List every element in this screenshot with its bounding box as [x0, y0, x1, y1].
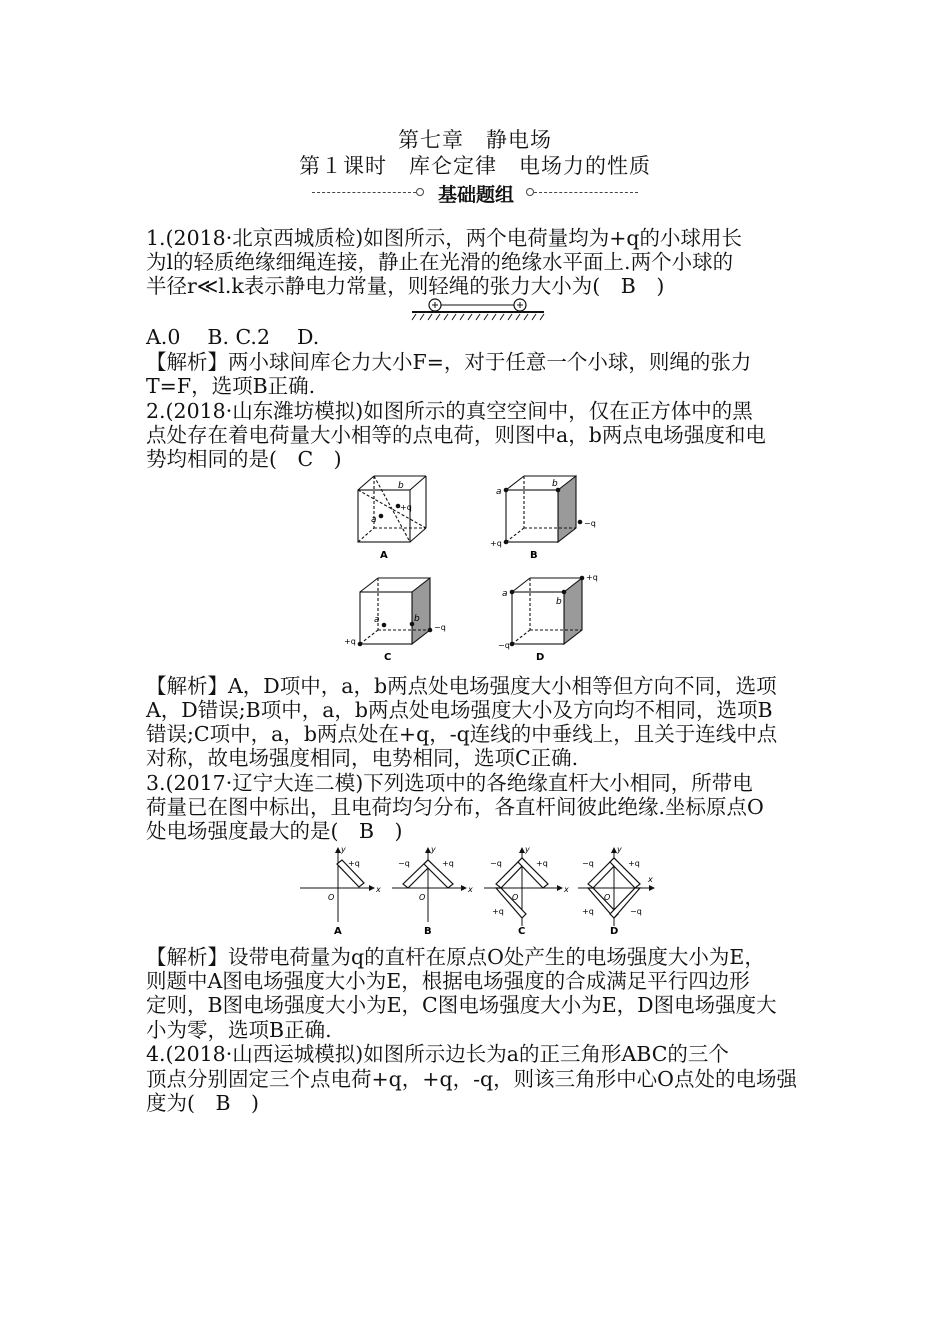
- q2-analysis-3: 错误;C项中，a，b两点处在+q，-q连线的中垂线上，且关于连线中点: [146, 722, 778, 746]
- panel-a-caption: A: [334, 926, 342, 937]
- q2-figure-cubes: [340, 470, 610, 664]
- panel-a-origin: O: [328, 893, 335, 902]
- section-divider-right: [534, 192, 638, 193]
- cube-d-caption: D: [536, 652, 545, 663]
- panel-b-minus: −q: [398, 859, 410, 868]
- rod-panel-a: [300, 848, 374, 922]
- q1-line-2: 为l的轻质绝缘细绳连接，静止在光滑的绝缘水平面上.两个小球的: [146, 250, 734, 274]
- q4-line-3: 度为( B ): [146, 1091, 260, 1115]
- panel-b-x: x: [468, 885, 473, 894]
- section-label: 基础题组: [437, 184, 514, 206]
- q2-line-1: 2.(2018·山东潍坊模拟)如图所示的真空空间中，仅在正方体中的黑: [146, 399, 753, 423]
- q4-line-2: 顶点分别固定三个点电荷+q，+q，-q，则该三角形中心O点处的电场强: [146, 1067, 797, 1091]
- q4-line-1: 4.(2018·山西运城模拟)如图所示边长为a的正三角形ABC的三个: [146, 1042, 729, 1066]
- cube-c-label-b: b: [414, 614, 420, 624]
- cube-b-label-minus: −q: [584, 519, 596, 528]
- q3-line-2: 荷量已在图中标出，且电荷均匀分布，各直杆间彼此绝缘.坐标原点O: [146, 795, 764, 819]
- cube-c-charge-plus: [358, 642, 363, 647]
- q1-line-3: 半径r≪l.k表示静电力常量，则轻绳的张力大小为( B ): [146, 274, 665, 298]
- panel-a-x: x: [376, 885, 381, 894]
- q2-analysis-4: 对称，故电场强度相同，电势相同，选项C正确.: [146, 746, 579, 770]
- cube-a-label-plus: +q: [400, 503, 412, 512]
- cube-c-label-a: a: [374, 615, 380, 625]
- cube-a: [358, 476, 426, 542]
- q1-analysis-2: T=F，选项B正确.: [146, 374, 316, 398]
- panel-d-x: x: [648, 875, 653, 884]
- section-heading: [312, 180, 638, 206]
- cube-c-charge-minus: [428, 628, 433, 633]
- panel-c-x: x: [564, 885, 569, 894]
- cube-c-charge-a: [382, 623, 387, 628]
- panel-c-origin: O: [512, 893, 519, 902]
- panel-d-caption: D: [610, 926, 619, 937]
- cube-a-caption: A: [380, 550, 388, 561]
- cube-a-label-b: b: [398, 481, 404, 491]
- panel-d-origin: O: [604, 893, 611, 902]
- cube-d-charge-b: [562, 590, 567, 595]
- cube-a-label-a: a: [371, 515, 377, 525]
- q3-analysis-1: 【解析】设带电荷量为q的直杆在原点O处产生的电场强度大小为E，: [146, 945, 765, 969]
- q2-analysis-1: 【解析】A，D项中，a，b两点处电场强度大小相等但方向不同，选项: [146, 674, 777, 698]
- q3-analysis-4: 小为零，选项B正确.: [146, 1018, 332, 1042]
- panel-d-y: y: [617, 845, 622, 854]
- q3-line-3: 处电场强度最大的是( B ): [146, 819, 403, 843]
- q3-figure-rods: [296, 842, 658, 938]
- cube-d-label-b: b: [556, 597, 562, 607]
- cube-b-caption: B: [530, 550, 538, 561]
- cube-b-charge-minus: [578, 520, 583, 525]
- panel-d-minus-lower: −q: [630, 907, 642, 916]
- cube-c: [360, 578, 430, 644]
- q1-line-1: 1.(2018·北京西城质检)如图所示，两个电荷量均为+q的小球用长: [146, 226, 743, 250]
- panel-c-minus: −q: [490, 859, 502, 868]
- q1-analysis-1: 【解析】两小球间库仑力大小F=，对于任意一个小球，则绳的张力: [146, 350, 752, 374]
- cube-d-label-plus: +q: [586, 573, 598, 582]
- panel-a-y: y: [341, 845, 346, 854]
- cube-c-label-minus: −q: [434, 623, 446, 632]
- cube-b-charge-plus: [504, 540, 509, 545]
- cube-d-label-minus: −q: [498, 641, 510, 650]
- cube-d-charge-a: [510, 590, 515, 595]
- panel-a-plus: +q: [348, 859, 360, 868]
- section-divider-left: [312, 192, 416, 193]
- q2-line-3: 势均相同的是( C ): [146, 447, 342, 471]
- lesson-title: 第１课时 库仑定律 电场力的性质: [299, 154, 651, 178]
- section-dot-right: [526, 188, 534, 196]
- q3-analysis-3: 定则，B图电场强度大小为E，C图电场强度大小为E，D图电场强度大: [146, 993, 777, 1017]
- cube-d-charge-minus: [510, 642, 515, 647]
- cube-b-label-b: b: [552, 479, 558, 489]
- panel-c-y: y: [525, 845, 530, 854]
- q3-analysis-2: 则题中A图电场强度大小为E，根据电场强度的合成满足平行四边形: [146, 969, 750, 993]
- panel-b-plus: +q: [442, 859, 454, 868]
- q3-line-1: 3.(2017·辽宁大连二模)下列选项中的各绝缘直杆大小相同，所带电: [146, 771, 753, 795]
- panel-b-caption: B: [424, 926, 432, 937]
- panel-d-plus-lower: +q: [582, 907, 594, 916]
- panel-b-origin: O: [419, 893, 426, 902]
- q2-line-2: 点处存在着电荷量大小相等的点电荷，则图中a，b两点电场强度和电: [146, 423, 766, 447]
- chapter-title: 第七章 静电场: [398, 128, 552, 152]
- cube-b-label-plus: +q: [490, 539, 502, 548]
- cube-d-charge-plus: [580, 576, 585, 581]
- cube-a-charge-a: [379, 514, 384, 519]
- panel-d-minus: −q: [582, 859, 594, 868]
- q1-figure-two-spheres: [408, 296, 548, 322]
- cube-b-charge-a: [504, 488, 509, 493]
- cube-d: [512, 578, 582, 644]
- cube-b-label-a: a: [496, 487, 502, 497]
- q1-options: A.0 B. C.2 D.: [146, 325, 320, 349]
- panel-d-plus: +q: [628, 859, 640, 868]
- cube-b: [506, 476, 576, 542]
- panel-c-plus: +q: [536, 859, 548, 868]
- section-dot-left: [416, 188, 424, 196]
- panel-c-caption: C: [518, 926, 526, 937]
- panel-c-plus-lower: +q: [492, 907, 504, 916]
- cube-c-caption: C: [384, 652, 392, 663]
- cube-d-label-a: a: [502, 589, 508, 599]
- cube-c-label-plus: +q: [344, 637, 356, 646]
- panel-b-y: y: [431, 845, 436, 854]
- q2-analysis-2: A，D错误;B项中，a，b两点处电场强度大小及方向均不相同，选项B: [146, 698, 773, 722]
